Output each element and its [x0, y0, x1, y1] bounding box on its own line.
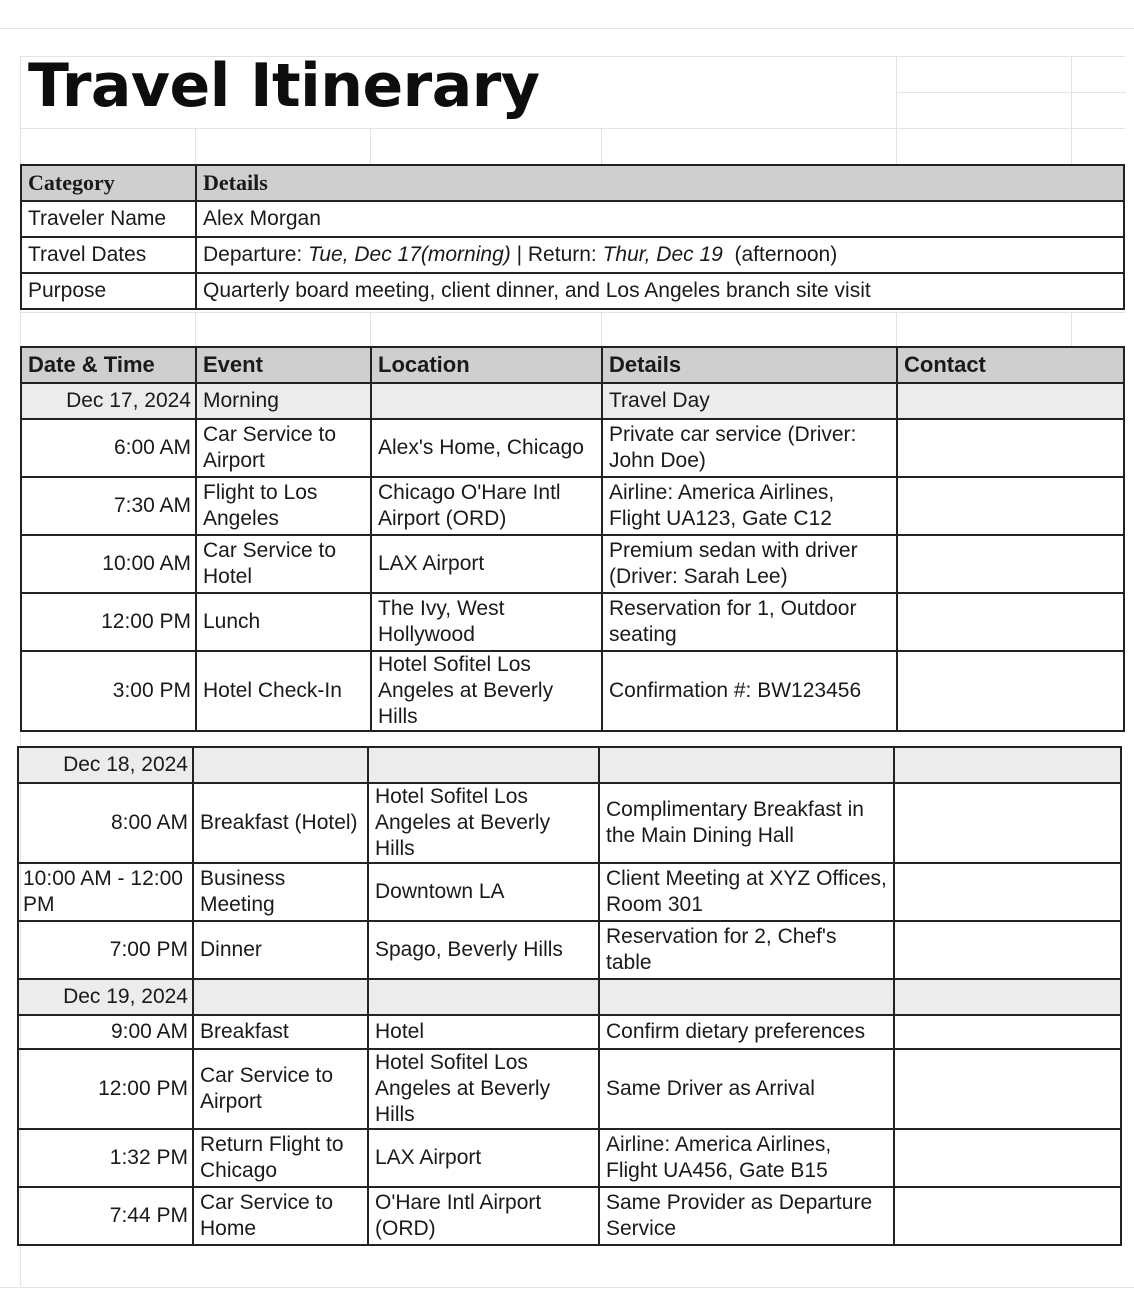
table-row: [21, 535, 1124, 593]
details-cell[interactable]: Complimentary Breakfast in the Main Dining Hall: [599, 783, 894, 863]
grid-line: [896, 92, 1126, 93]
header-details[interactable]: Details: [196, 165, 1124, 201]
details-cell[interactable]: Premium sedan with driver (Driver: Sarah Lee): [602, 535, 897, 593]
time-cell[interactable]: 8:00 AM: [18, 783, 193, 863]
contact-cell[interactable]: [894, 783, 1121, 863]
location-cell[interactable]: Hotel: [368, 1015, 599, 1049]
purpose-value[interactable]: Quarterly board meeting, client dinner, and Los Angeles branch site visit: [196, 273, 1124, 309]
table-row: [18, 1015, 1121, 1049]
return-label: | Return:: [510, 243, 603, 266]
time-cell[interactable]: 10:00 AM: [21, 535, 196, 593]
day-location[interactable]: [368, 979, 599, 1015]
contact-cell[interactable]: [894, 1129, 1121, 1187]
travel-dates-value[interactable]: [196, 237, 1124, 273]
header-location[interactable]: Location: [371, 347, 602, 383]
day-location[interactable]: [371, 383, 602, 419]
table-row: [18, 921, 1121, 979]
event-cell[interactable]: Lunch: [196, 593, 371, 651]
itinerary-table-continued: [17, 746, 1122, 1246]
itinerary-header-row: [21, 347, 1124, 383]
time-cell[interactable]: 10:00 AM - 12:00 PM: [18, 863, 193, 921]
details-cell[interactable]: Reservation for 1, Outdoor seating: [602, 593, 897, 651]
grid-line: [195, 128, 196, 164]
header-category[interactable]: Category: [21, 165, 196, 201]
details-cell[interactable]: Airline: America Airlines, Flight UA123, Gate C12: [602, 477, 897, 535]
day-contact[interactable]: [894, 979, 1121, 1015]
itinerary-table: [20, 346, 1125, 732]
time-cell[interactable]: 7:30 AM: [21, 477, 196, 535]
contact-cell[interactable]: [897, 535, 1124, 593]
event-cell[interactable]: Car Service to Airport: [193, 1049, 368, 1129]
details-cell[interactable]: Reservation for 2, Chef's table: [599, 921, 894, 979]
header-event[interactable]: Event: [196, 347, 371, 383]
return-date: Thur, Dec 19: [602, 243, 723, 266]
event-cell[interactable]: Return Flight to Chicago: [193, 1129, 368, 1187]
location-cell[interactable]: Hotel Sofitel Los Angeles at Beverly Hills: [371, 651, 602, 731]
event-cell[interactable]: Flight to Los Angeles: [196, 477, 371, 535]
contact-cell[interactable]: [897, 593, 1124, 651]
traveler-name-label[interactable]: Traveler Name: [21, 201, 196, 237]
event-cell[interactable]: Car Service to Home: [193, 1187, 368, 1245]
header-date-time[interactable]: Date & Time: [21, 347, 196, 383]
time-cell[interactable]: 12:00 PM: [21, 593, 196, 651]
time-cell[interactable]: 12:00 PM: [18, 1049, 193, 1129]
contact-cell[interactable]: [897, 419, 1124, 477]
time-cell[interactable]: 6:00 AM: [21, 419, 196, 477]
table-row: [21, 419, 1124, 477]
day-details[interactable]: Travel Day: [602, 383, 897, 419]
table-row: [18, 1129, 1121, 1187]
contact-cell[interactable]: [897, 651, 1124, 731]
location-cell[interactable]: LAX Airport: [368, 1129, 599, 1187]
location-cell[interactable]: O'Hare Intl Airport (ORD): [368, 1187, 599, 1245]
purpose-label[interactable]: Purpose: [21, 273, 196, 309]
departure-label: Departure:: [203, 243, 309, 266]
location-cell[interactable]: The Ivy, West Hollywood: [371, 593, 602, 651]
table-row: [18, 1049, 1121, 1129]
details-cell[interactable]: Private car service (Driver: John Doe): [602, 419, 897, 477]
day-details[interactable]: [599, 747, 894, 783]
grid-line: [1071, 312, 1072, 346]
details-cell[interactable]: Client Meeting at XYZ Offices, Room 301: [599, 863, 894, 921]
grid-line: [601, 312, 602, 346]
event-cell[interactable]: Breakfast: [193, 1015, 368, 1049]
page-title: Travel Itinerary: [28, 51, 540, 121]
contact-cell[interactable]: [894, 1015, 1121, 1049]
details-cell[interactable]: Confirmation #: BW123456: [602, 651, 897, 731]
contact-cell[interactable]: [897, 477, 1124, 535]
grid-line: [370, 128, 371, 164]
table-row: [18, 783, 1121, 863]
grid-line: [20, 312, 1125, 313]
location-cell[interactable]: LAX Airport: [371, 535, 602, 593]
traveler-name-value[interactable]: Alex Morgan: [196, 201, 1124, 237]
grid-line: [20, 128, 1125, 129]
day-date[interactable]: Dec 17, 2024: [21, 383, 196, 419]
details-cell[interactable]: Same Driver as Arrival: [599, 1049, 894, 1129]
grid-line: [370, 312, 371, 346]
header-details[interactable]: Details: [602, 347, 897, 383]
table-row: [18, 863, 1121, 921]
day-row: [18, 979, 1121, 1015]
day-event[interactable]: [193, 979, 368, 1015]
time-cell[interactable]: 3:00 PM: [21, 651, 196, 731]
details-cell[interactable]: Confirm dietary preferences: [599, 1015, 894, 1049]
contact-cell[interactable]: [894, 1187, 1121, 1245]
summary-table: [20, 164, 1125, 310]
day-contact[interactable]: [897, 383, 1124, 419]
day-event[interactable]: Morning: [196, 383, 371, 419]
day-date[interactable]: Dec 18, 2024: [18, 747, 193, 783]
time-cell[interactable]: 7:00 PM: [18, 921, 193, 979]
departure-date: Tue, Dec 17(morning): [308, 243, 511, 266]
details-cell[interactable]: Same Provider as Departure Service: [599, 1187, 894, 1245]
event-cell[interactable]: Hotel Check-In: [196, 651, 371, 731]
event-cell[interactable]: Car Service to Airport: [196, 419, 371, 477]
contact-cell[interactable]: [894, 1049, 1121, 1129]
details-cell[interactable]: Airline: America Airlines, Flight UA456, Gate B15: [599, 1129, 894, 1187]
table-row: [18, 1187, 1121, 1245]
event-cell[interactable]: Business Meeting: [193, 863, 368, 921]
location-cell[interactable]: Hotel Sofitel Los Angeles at Beverly Hills: [368, 1049, 599, 1129]
grid-line: [1071, 56, 1072, 164]
summary-row-purpose: [21, 273, 1124, 309]
day-event[interactable]: [193, 747, 368, 783]
time-cell[interactable]: 1:32 PM: [18, 1129, 193, 1187]
table-row: [21, 477, 1124, 535]
location-cell[interactable]: Alex's Home, Chicago: [371, 419, 602, 477]
return-suffix: (afternoon): [722, 243, 838, 266]
day-row: [21, 383, 1124, 419]
grid-line: [896, 312, 897, 346]
day-location[interactable]: [368, 747, 599, 783]
event-cell[interactable]: Dinner: [193, 921, 368, 979]
day-contact[interactable]: [894, 747, 1121, 783]
summary-row-traveler: [21, 201, 1124, 237]
location-cell[interactable]: Spago, Beverly Hills: [368, 921, 599, 979]
day-row: [18, 747, 1121, 783]
table-row: [21, 651, 1124, 731]
grid-line: [601, 128, 602, 164]
contact-cell[interactable]: [894, 921, 1121, 979]
location-cell[interactable]: Downtown LA: [368, 863, 599, 921]
time-cell[interactable]: 7:44 PM: [18, 1187, 193, 1245]
day-date[interactable]: Dec 19, 2024: [18, 979, 193, 1015]
header-contact[interactable]: Contact: [897, 347, 1124, 383]
table-row: [21, 593, 1124, 651]
day-details[interactable]: [599, 979, 894, 1015]
summary-row-dates: [21, 237, 1124, 273]
event-cell[interactable]: Breakfast (Hotel): [193, 783, 368, 863]
event-cell[interactable]: Car Service to Hotel: [196, 535, 371, 593]
time-cell[interactable]: 9:00 AM: [18, 1015, 193, 1049]
summary-header-row: [21, 165, 1124, 201]
location-cell[interactable]: Chicago O'Hare Intl Airport (ORD): [371, 477, 602, 535]
location-cell[interactable]: Hotel Sofitel Los Angeles at Beverly Hills: [368, 783, 599, 863]
contact-cell[interactable]: [894, 863, 1121, 921]
grid-line: [896, 56, 897, 164]
grid-line: [195, 312, 196, 346]
travel-dates-label[interactable]: Travel Dates: [21, 237, 196, 273]
